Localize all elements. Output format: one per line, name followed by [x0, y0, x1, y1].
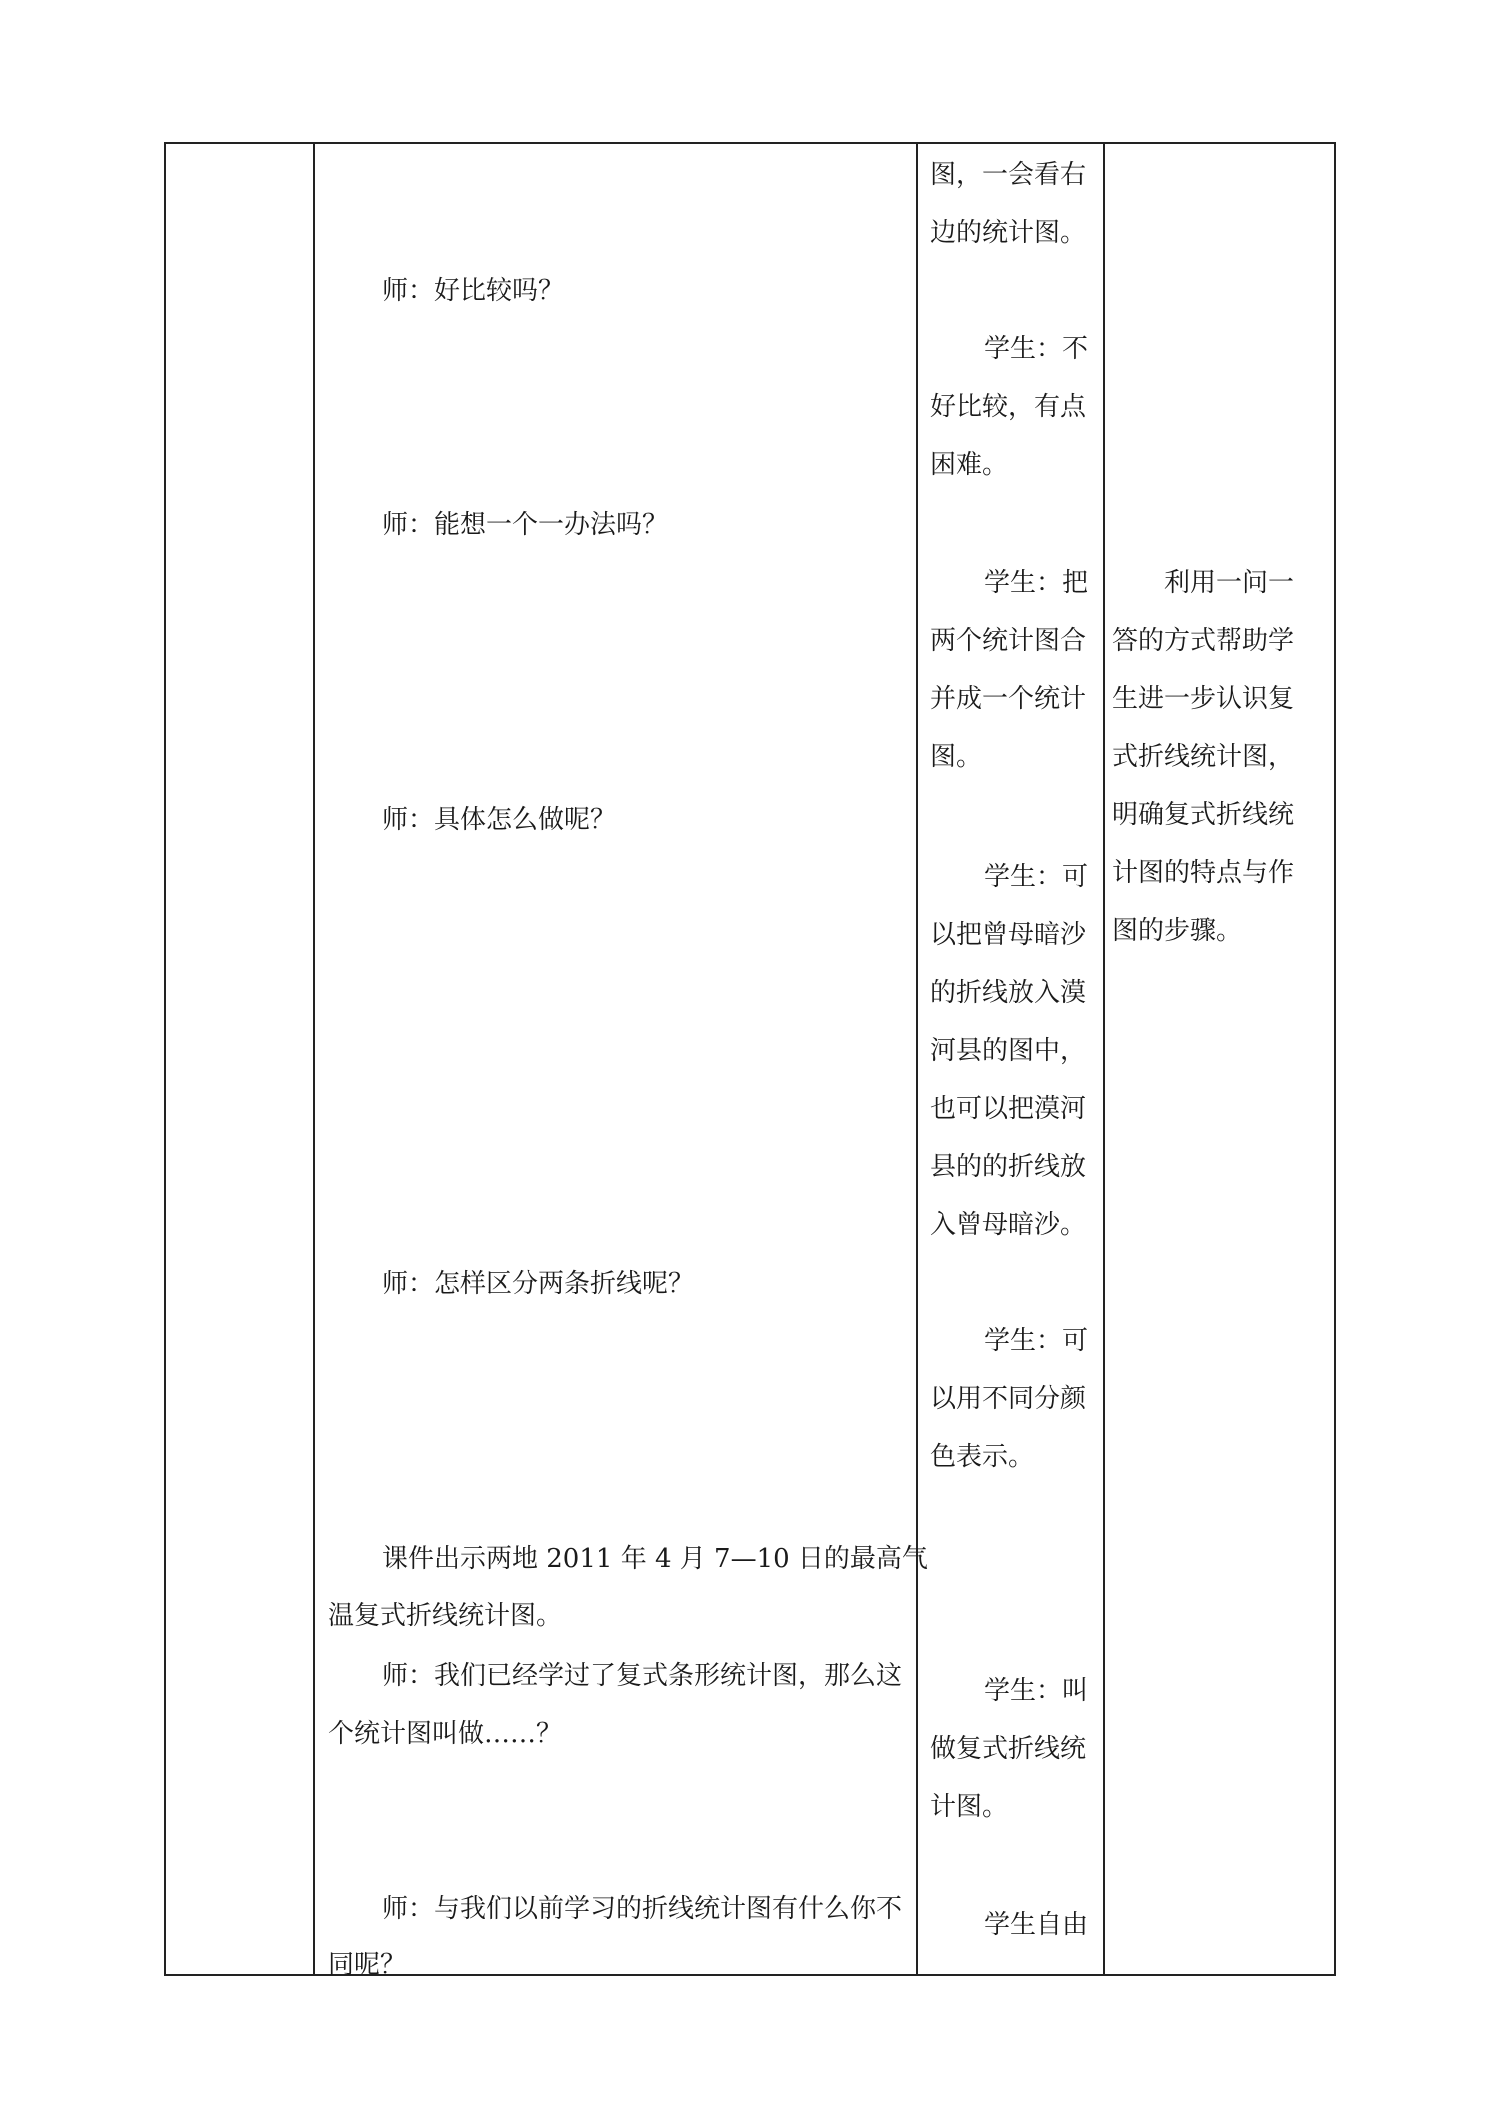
student-line: 学生：可	[984, 1326, 1089, 1356]
student-line: 河县的图中，	[930, 1036, 1087, 1066]
intent-line: 计图的特点与作	[1112, 858, 1295, 888]
teacher-line: 师：我们已经学过了复式条形统计图，那么这	[382, 1661, 903, 1691]
lesson-table	[164, 142, 1336, 1976]
student-line: 学生：叫	[984, 1676, 1089, 1706]
student-line: 以把曾母暗沙	[930, 920, 1087, 950]
student-line: 好比较，有点	[930, 392, 1087, 422]
intent-line: 利用一问一	[1164, 568, 1295, 598]
teacher-line: 师：能想一个一办法吗？	[382, 510, 669, 540]
teacher-line: 师：怎样区分两条折线呢？	[382, 1269, 695, 1299]
teacher-line: 师：与我们以前学习的折线统计图有什么你不	[382, 1894, 903, 1924]
teacher-line: 同呢？	[328, 1950, 407, 1980]
student-line: 以用不同分颜	[930, 1384, 1087, 1414]
student-line: 县的的折线放	[930, 1152, 1087, 1182]
teacher-line: 个统计图叫做……？	[328, 1719, 563, 1749]
student-line: 学生：把	[984, 568, 1089, 598]
column-divider-2	[916, 142, 918, 1976]
intent-line: 答的方式帮助学	[1112, 626, 1295, 656]
intent-line: 明确复式折线统	[1112, 800, 1295, 830]
student-line: 的折线放入漠	[930, 978, 1087, 1008]
teacher-line: 课件出示两地 2011 年 4 月 7—10 日的最高气	[382, 1544, 928, 1574]
intent-line: 式折线统计图，	[1112, 742, 1295, 772]
intent-line: 图的步骤。	[1112, 916, 1243, 946]
student-line: 两个统计图合	[930, 626, 1087, 656]
student-line: 学生自由	[984, 1910, 1089, 1940]
teacher-line: 师：具体怎么做呢？	[382, 805, 617, 835]
student-line: 图。	[930, 742, 983, 772]
student-line: 边的统计图。	[930, 218, 1087, 248]
student-line: 困难。	[930, 450, 1009, 480]
student-line: 学生：不	[984, 334, 1089, 364]
student-line: 并成一个统计	[930, 684, 1087, 714]
student-line: 图，一会看右	[930, 160, 1087, 190]
teacher-line: 温复式折线统计图。	[328, 1601, 563, 1631]
column-divider-3	[1103, 142, 1105, 1976]
student-line: 入曾母暗沙。	[930, 1210, 1087, 1240]
student-line: 计图。	[930, 1792, 1009, 1822]
student-line: 也可以把漠河	[930, 1094, 1087, 1124]
student-line: 色表示。	[930, 1442, 1035, 1472]
student-line: 学生：可	[984, 862, 1089, 892]
intent-line: 生进一步认识复	[1112, 684, 1295, 714]
student-line: 做复式折线统	[930, 1734, 1087, 1764]
teacher-line: 师：好比较吗？	[382, 276, 565, 306]
column-divider-1	[313, 142, 315, 1976]
